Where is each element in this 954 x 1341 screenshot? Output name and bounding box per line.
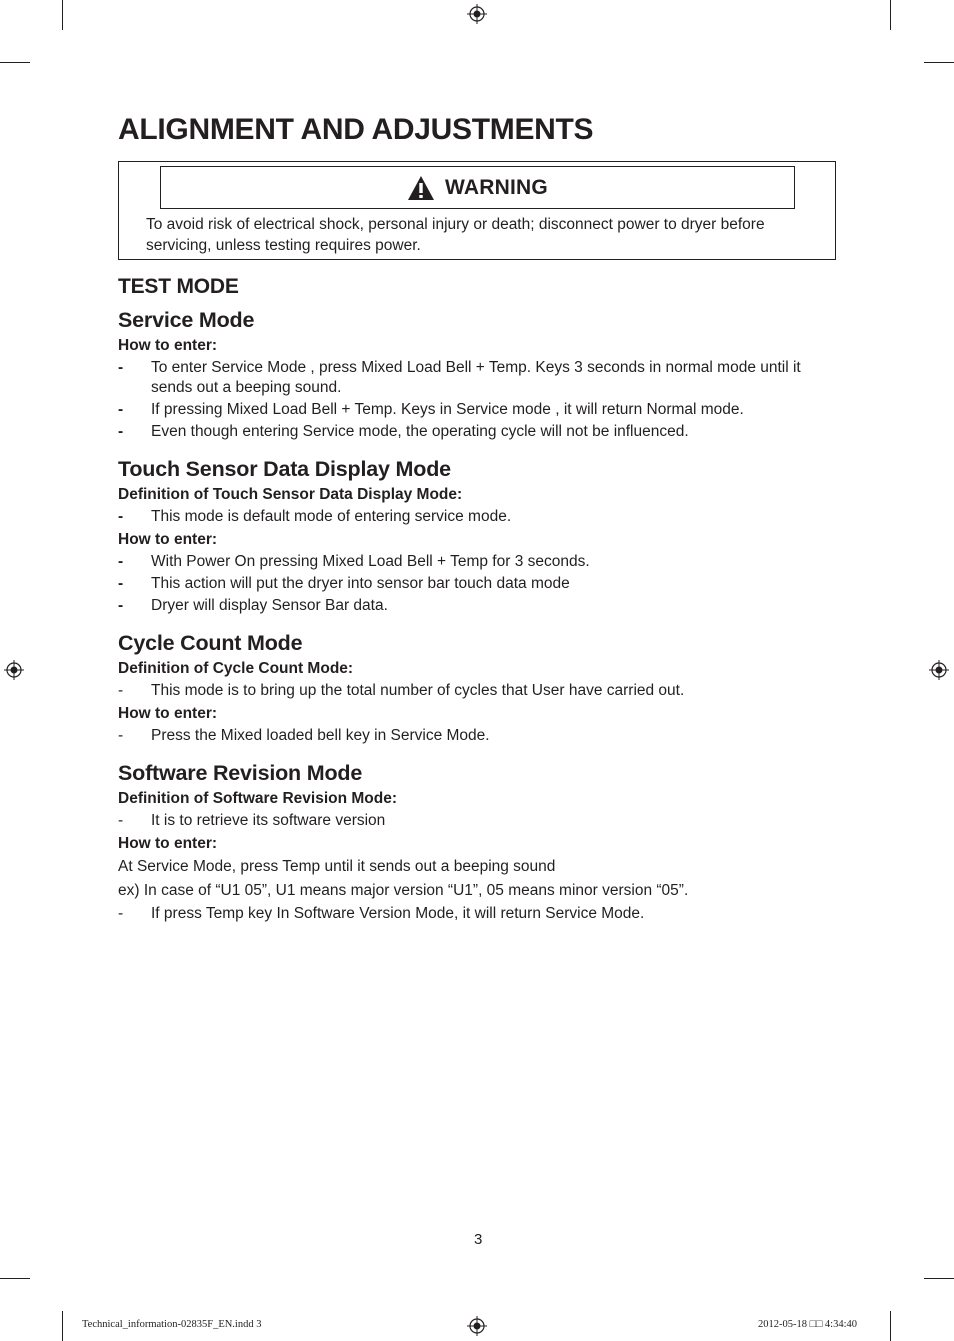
list-item-text: With Power On pressing Mixed Load Bell + Temp for 3 seconds. — [151, 553, 590, 570]
definition-label: Definition of Software Revision Mode: — [118, 790, 398, 807]
crop-mark — [0, 62, 30, 63]
list-dash: - — [118, 597, 124, 614]
warning-header — [160, 166, 795, 209]
crop-mark — [890, 0, 891, 30]
footer-filename: Technical_information-02835F_EN.indd 3 — [82, 1319, 262, 1330]
list-item — [118, 811, 838, 831]
list-item-text: Even though entering Service mode, the operating cycle will not be influenced. — [151, 423, 689, 440]
list-item-text: If pressing Mixed Load Bell + Temp. Keys in Service mode , it will return Normal mode. — [151, 401, 744, 418]
warning-triangle-icon — [407, 175, 435, 201]
list-item-text: Press the Mixed loaded bell key in Service Mode. — [151, 727, 490, 744]
subsection-heading-software-revision: Software Revision Mode — [118, 761, 363, 785]
list-item — [118, 358, 838, 398]
list-item — [118, 400, 838, 420]
crop-mark — [890, 1311, 891, 1341]
definition-label: Definition of Cycle Count Mode: — [118, 660, 354, 677]
footer-timestamp: 2012-05-18 □□ 4:34:40 — [758, 1319, 858, 1330]
paragraph: At Service Mode, press Temp until it sends out a beeping sound — [118, 858, 556, 875]
list-item — [118, 726, 838, 746]
page-number: 3 — [474, 1231, 483, 1248]
list-dash: - — [118, 423, 124, 440]
list-dash: - — [118, 359, 124, 376]
main-content — [118, 271, 838, 926]
page-title: ALIGNMENT AND ADJUSTMENTS — [118, 113, 594, 146]
list-item — [118, 904, 838, 924]
registration-mark-icon — [4, 660, 24, 680]
list-dash: - — [118, 553, 124, 570]
list-dash: - — [118, 727, 124, 744]
list-item-text: This action will put the dryer into sensor bar touch data mode — [151, 575, 570, 592]
list-item-text: It is to retrieve its software version — [151, 812, 386, 829]
list-item-text: This mode is to bring up the total number of cycles that User have carried out. — [151, 682, 685, 699]
section-heading-test-mode: TEST MODE — [118, 275, 239, 298]
list-item — [118, 552, 838, 572]
list-item-text: Dryer will display Sensor Bar data. — [151, 597, 388, 614]
crop-mark — [62, 1311, 63, 1341]
crop-mark — [0, 1278, 30, 1279]
list-dash: - — [118, 682, 124, 699]
list-item — [118, 507, 838, 527]
list-item — [118, 422, 838, 442]
list-item — [118, 574, 838, 594]
paragraph: ex) In case of “U1 05”, U1 means major version “U1”, 05 means minor version “05”. — [118, 882, 689, 899]
list-dash: - — [118, 575, 124, 592]
list-item — [118, 596, 838, 616]
subsection-heading-cycle-count: Cycle Count Mode — [118, 631, 303, 655]
warning-text: To avoid risk of electrical shock, personal injury or death; disconnect power to dryer before servicing, unless testing requires power. — [146, 216, 765, 254]
list-dash: - — [118, 905, 124, 922]
warning-box — [118, 161, 836, 260]
registration-mark-icon — [467, 4, 487, 24]
definition-label: Definition of Touch Sensor Data Display Mode: — [118, 486, 463, 503]
registration-mark-icon — [467, 1316, 487, 1336]
list-dash: - — [118, 508, 124, 525]
how-to-enter-label: How to enter: — [118, 531, 218, 548]
list-dash: - — [118, 401, 124, 418]
how-to-enter-label: How to enter: — [118, 835, 218, 852]
list-item-text: This mode is default mode of entering service mode. — [151, 508, 512, 525]
crop-mark — [924, 1278, 954, 1279]
list-item — [118, 681, 838, 701]
how-to-enter-label: How to enter: — [118, 337, 218, 354]
how-to-enter-label: How to enter: — [118, 705, 218, 722]
warning-label: WARNING — [445, 175, 548, 199]
crop-mark — [62, 0, 63, 30]
list-item-text: To enter Service Mode , press Mixed Load Bell + Temp. Keys 3 seconds in normal mode until it sends out a beeping sound. — [151, 359, 801, 396]
list-item-text: If press Temp key In Software Version Mode, it will return Service Mode. — [151, 905, 645, 922]
registration-mark-icon — [929, 660, 949, 680]
subsection-heading-service-mode: Service Mode — [118, 308, 255, 332]
list-dash: - — [118, 812, 124, 829]
crop-mark — [924, 62, 954, 63]
subsection-heading-touch-sensor: Touch Sensor Data Display Mode — [118, 457, 451, 481]
